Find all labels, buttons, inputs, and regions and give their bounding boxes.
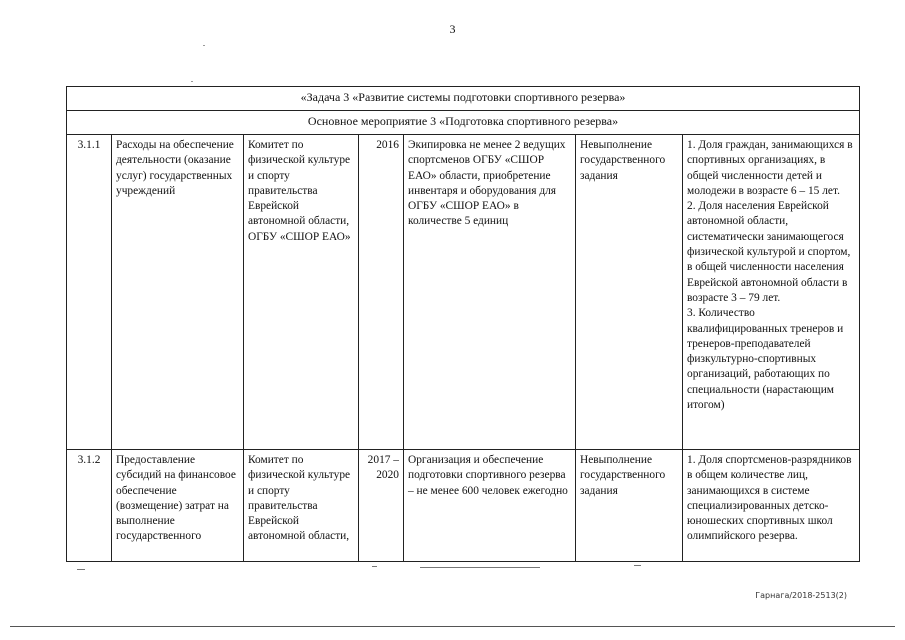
task-header-row	[67, 87, 860, 111]
task-title: «Задача 3 «Развитие системы подготовки спортивного резерва»	[67, 87, 860, 111]
event-name: Предоставление субсидий на финансовое обеспечение (возмещение) затрат на выполнение государственного	[112, 450, 244, 562]
scan-dash	[372, 566, 377, 567]
table-row	[67, 450, 860, 562]
implementation-period: 2016	[359, 135, 404, 450]
main-event-row	[67, 111, 860, 135]
executor: Комитет по физической культуре и спорту правительства Еврейской автономной области,	[244, 450, 359, 562]
bottom-rule	[10, 626, 895, 627]
expected-result: Организация и обеспечение подготовки спортивного резерва – не менее 600 человек ежегодно	[404, 450, 576, 562]
row-number: 3.1.1	[67, 135, 112, 450]
event-name: Расходы на обеспечение деятельности (оказание услуг) государственных учреждений	[112, 135, 244, 450]
executor: Комитет по физической культуре и спорту правительства Еврейской автономной области, ОГБУ «СШОР ЕАО»	[244, 135, 359, 450]
program-table	[66, 86, 860, 562]
scan-dash	[634, 565, 641, 566]
consequence: Невыполнение государственного задания	[576, 450, 683, 562]
indicator-item: 3. Количество квалифицированных тренеров и тренеров-преподавателей физкультурно-спортивных организаций, работающих по специальности (нарастающим итогом)	[687, 307, 844, 412]
implementation-period: 2017 – 2020	[359, 450, 404, 562]
footer-code: Гарнага/2018-2513(2)	[755, 591, 847, 600]
indicator-item: 2. Доля населения Еврейской автономной области, систематически занимающегося физической культурой и спортом, в общей численности населения Еврейской автономной области в возрасте 3 – 79 лет.	[687, 200, 851, 304]
expected-result: Экипировка не менее 2 ведущих спортсменов ОГБУ «СШОР ЕАО» области, приобретение инвентаря и оборудования для ОГБУ «СШОР ЕАО» в количестве 5 единиц	[404, 135, 576, 450]
indicator-item: 1. Доля граждан, занимающихся в спортивных организациях, в общей численности детей и молодежи в возрасте 6 – 15 лет.	[687, 139, 853, 197]
indicators: 1. Доля спортсменов-разрядников в общем количестве лиц, занимающихся в системе специализированных детско-юношеских спортивных школ олимпийского резерва.	[683, 450, 860, 562]
main-event-title: Основное мероприятие 3 «Подготовка спортивного резерва»	[67, 111, 860, 135]
row-number: 3.1.2	[67, 450, 112, 562]
table-row	[67, 135, 860, 450]
indicators	[683, 135, 860, 450]
consequence: Невыполнение государственного задания	[576, 135, 683, 450]
scan-speck	[203, 45, 205, 46]
scan-speck	[191, 81, 193, 82]
page-number: 3	[449, 22, 456, 36]
scan-dash	[77, 569, 85, 570]
scan-dash	[420, 567, 540, 568]
